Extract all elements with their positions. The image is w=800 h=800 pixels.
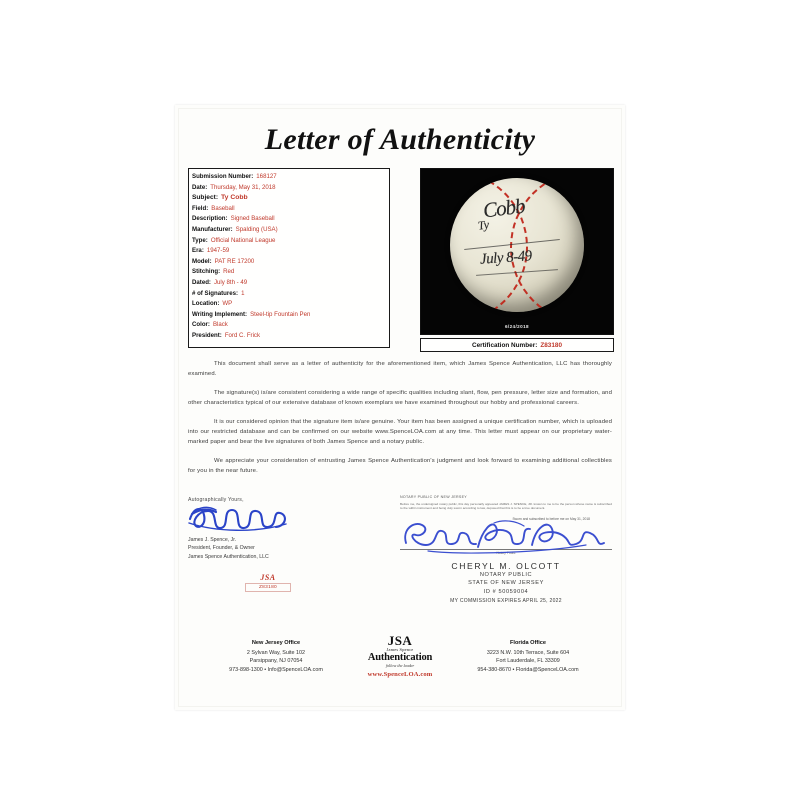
- jsa-logo-word: Authentication: [367, 652, 433, 663]
- nj-office-address-1: 2 Sylvan Way, Suite 102: [246, 649, 306, 656]
- detail-key: Era:: [192, 247, 204, 255]
- notary-title: NOTARY PUBLIC: [479, 571, 533, 578]
- notary-name: CHERYL M. OLCOTT: [451, 560, 561, 571]
- notary-signature-label: Notary Public: [496, 550, 516, 555]
- table-row: [192, 267, 389, 278]
- notary-sworn-line: Sworn and subscribed to before me on May 31, 2018: [512, 516, 590, 521]
- detail-key: Date:: [192, 183, 208, 191]
- detail-value: July 8th - 49: [213, 278, 248, 286]
- jsa-logo-tagline: follow the leader: [385, 663, 415, 668]
- new-jersey-office: [196, 639, 356, 674]
- detail-value: 1: [241, 289, 245, 297]
- detail-key: Field:: [192, 204, 209, 212]
- detail-key: Stitching:: [192, 268, 221, 276]
- detail-value: Official National League: [210, 236, 276, 244]
- jsa-stamp-number: Z83180: [245, 583, 291, 592]
- notary-block: [400, 495, 612, 604]
- notary-expiration: MY COMMISSION EXPIRES APRIL 25, 2022: [450, 597, 562, 604]
- table-row: [192, 193, 389, 204]
- table-row: [192, 331, 389, 342]
- detail-value: 1947-59: [206, 247, 230, 255]
- jsa-website-link[interactable]: www.SpenceLOA.com: [367, 671, 433, 678]
- fl-office-address-1: 3223 N.W. 10th Terrace, Suite 604: [486, 649, 570, 656]
- detail-key: Subject:: [192, 194, 219, 202]
- notary-signature: [400, 517, 612, 553]
- table-row: [192, 289, 389, 300]
- detail-value: Ford C. Frick: [224, 331, 261, 339]
- ball-signature-name: Cobb: [481, 193, 526, 223]
- document-footer: [188, 635, 612, 697]
- nj-office-heading: New Jersey Office: [251, 640, 301, 646]
- table-row: [192, 236, 389, 247]
- jsa-logo-mark: JSA: [387, 633, 413, 648]
- detail-key: Dated:: [192, 278, 211, 286]
- table-row: [192, 214, 389, 225]
- table-row: [192, 299, 389, 310]
- detail-key: Color:: [192, 321, 210, 329]
- detail-key: Model:: [192, 257, 212, 265]
- table-row: [192, 257, 389, 268]
- james-spence-signature: [188, 504, 378, 534]
- detail-value: Red: [223, 268, 235, 276]
- authenticator-signature-block: [188, 497, 378, 561]
- signer-company: James Spence Authentication, LLC: [188, 553, 269, 560]
- notary-statement: Before me, the undersigned notary public, this day personally appeared JAMES J. SPENCE, JR. known to me to be the person whose name is subscribed to the within instrument and being duly sworn according to law, deposed that this is to be a true document.: [400, 502, 612, 511]
- fl-office-address-2: Fort Lauderdale, FL 33309: [496, 658, 560, 665]
- signer-name: James J. Spence, Jr.: [188, 537, 237, 543]
- signed-baseball-photo: [420, 168, 614, 335]
- detail-key: # of Signatures:: [192, 289, 239, 297]
- detail-key: Submission Number:: [192, 173, 254, 180]
- detail-key: Manufacturer:: [192, 225, 233, 233]
- detail-key: Location:: [192, 300, 220, 308]
- detail-key: Writing Implement:: [192, 310, 248, 318]
- florida-office: [444, 639, 612, 674]
- jsa-watermark-stamp: [233, 573, 303, 592]
- detail-value: WP: [222, 300, 233, 308]
- detail-value: Steel-tip Fountain Pen: [250, 310, 311, 318]
- ball-signature-date: July 8-49: [479, 248, 533, 268]
- table-row: [192, 172, 389, 183]
- table-row: [192, 204, 389, 215]
- baseball-graphic: [450, 178, 584, 312]
- body-paragraph-2: The signature(s) is/are consistent considering a wide range of specific qualities including slant, flow, pen pressure, letter size and formation, and other characteristics typical of our extensive database of known exemplars we have examined throughout our hobby and professional careers.: [188, 390, 612, 406]
- table-row: [192, 278, 389, 289]
- photo-date-stamp: 6/24/2018: [504, 324, 530, 329]
- detail-value: Black: [212, 321, 228, 329]
- item-details-table: [188, 168, 390, 348]
- loa-document-page: [175, 105, 625, 710]
- jsa-mark: JSA: [260, 573, 276, 582]
- detail-value: Ty Cobb: [221, 194, 248, 202]
- notary-heading: NOTARY PUBLIC OF NEW JERSEY: [400, 495, 468, 499]
- notary-id: ID # 50059004: [483, 589, 529, 595]
- jsa-logo: [364, 635, 436, 678]
- closing-label: Autographically Yours,: [188, 497, 244, 503]
- body-paragraph-1: This document shall serve as a letter of authenticity for the aforementioned item, which James Spence Authentication, LLC has thoroughly examined.: [188, 361, 612, 377]
- table-row: [192, 310, 389, 321]
- fl-office-contact: 954-380-8670 • Florida@SpenceLOA.com: [477, 666, 579, 673]
- table-row: [192, 183, 389, 194]
- signer-role: President, Founder, & Owner: [188, 545, 255, 552]
- certification-number-bar: [420, 338, 614, 352]
- detail-value: Spalding (USA): [235, 225, 278, 233]
- baseball: [450, 178, 584, 312]
- table-row: [192, 246, 389, 257]
- detail-key: President:: [192, 331, 222, 339]
- page-title: Letter of Authenticity: [264, 123, 536, 156]
- notary-state: STATE OF NEW JERSEY: [468, 580, 544, 587]
- body-paragraph-3: It is our considered opinion that the signature item is/are genuine. Your item has been assigned a unique certification number, which is uploaded into our restricted database and can be confirmed on our website www.SpenceLOA.com at any time. This letter must appear on our proprietary water-marked paper and bear the live signatures of both James Spence and a notary public.: [188, 419, 612, 445]
- nj-office-contact: 973-898-1300 • Info@SpenceLOA.com: [229, 666, 323, 673]
- detail-value: Baseball: [211, 204, 235, 212]
- nj-office-address-2: Parsippany, NJ 07054: [249, 658, 303, 665]
- certification-number: Z83180: [540, 341, 563, 349]
- certification-label: Certification Number:: [471, 341, 538, 349]
- detail-key: Description:: [192, 215, 228, 223]
- detail-value: PAT RE 17200: [214, 257, 255, 265]
- detail-value: 168127: [256, 173, 277, 180]
- body-paragraph-4: We appreciate your consideration of entrusting James Spence Authentication's judgment and look forward to examining additional collectibles for you in the near future.: [188, 458, 612, 474]
- detail-key: Type:: [192, 236, 208, 244]
- table-row: [192, 320, 389, 331]
- letter-body: [188, 360, 612, 486]
- jsa-logo-name: James Spence: [386, 647, 414, 652]
- ball-signature-initials: Ty: [477, 217, 490, 233]
- detail-value: Signed Baseball: [230, 215, 275, 223]
- fl-office-heading: Florida Office: [509, 640, 547, 646]
- detail-value: Thursday, May 31, 2018: [210, 183, 276, 191]
- table-row: [192, 225, 389, 236]
